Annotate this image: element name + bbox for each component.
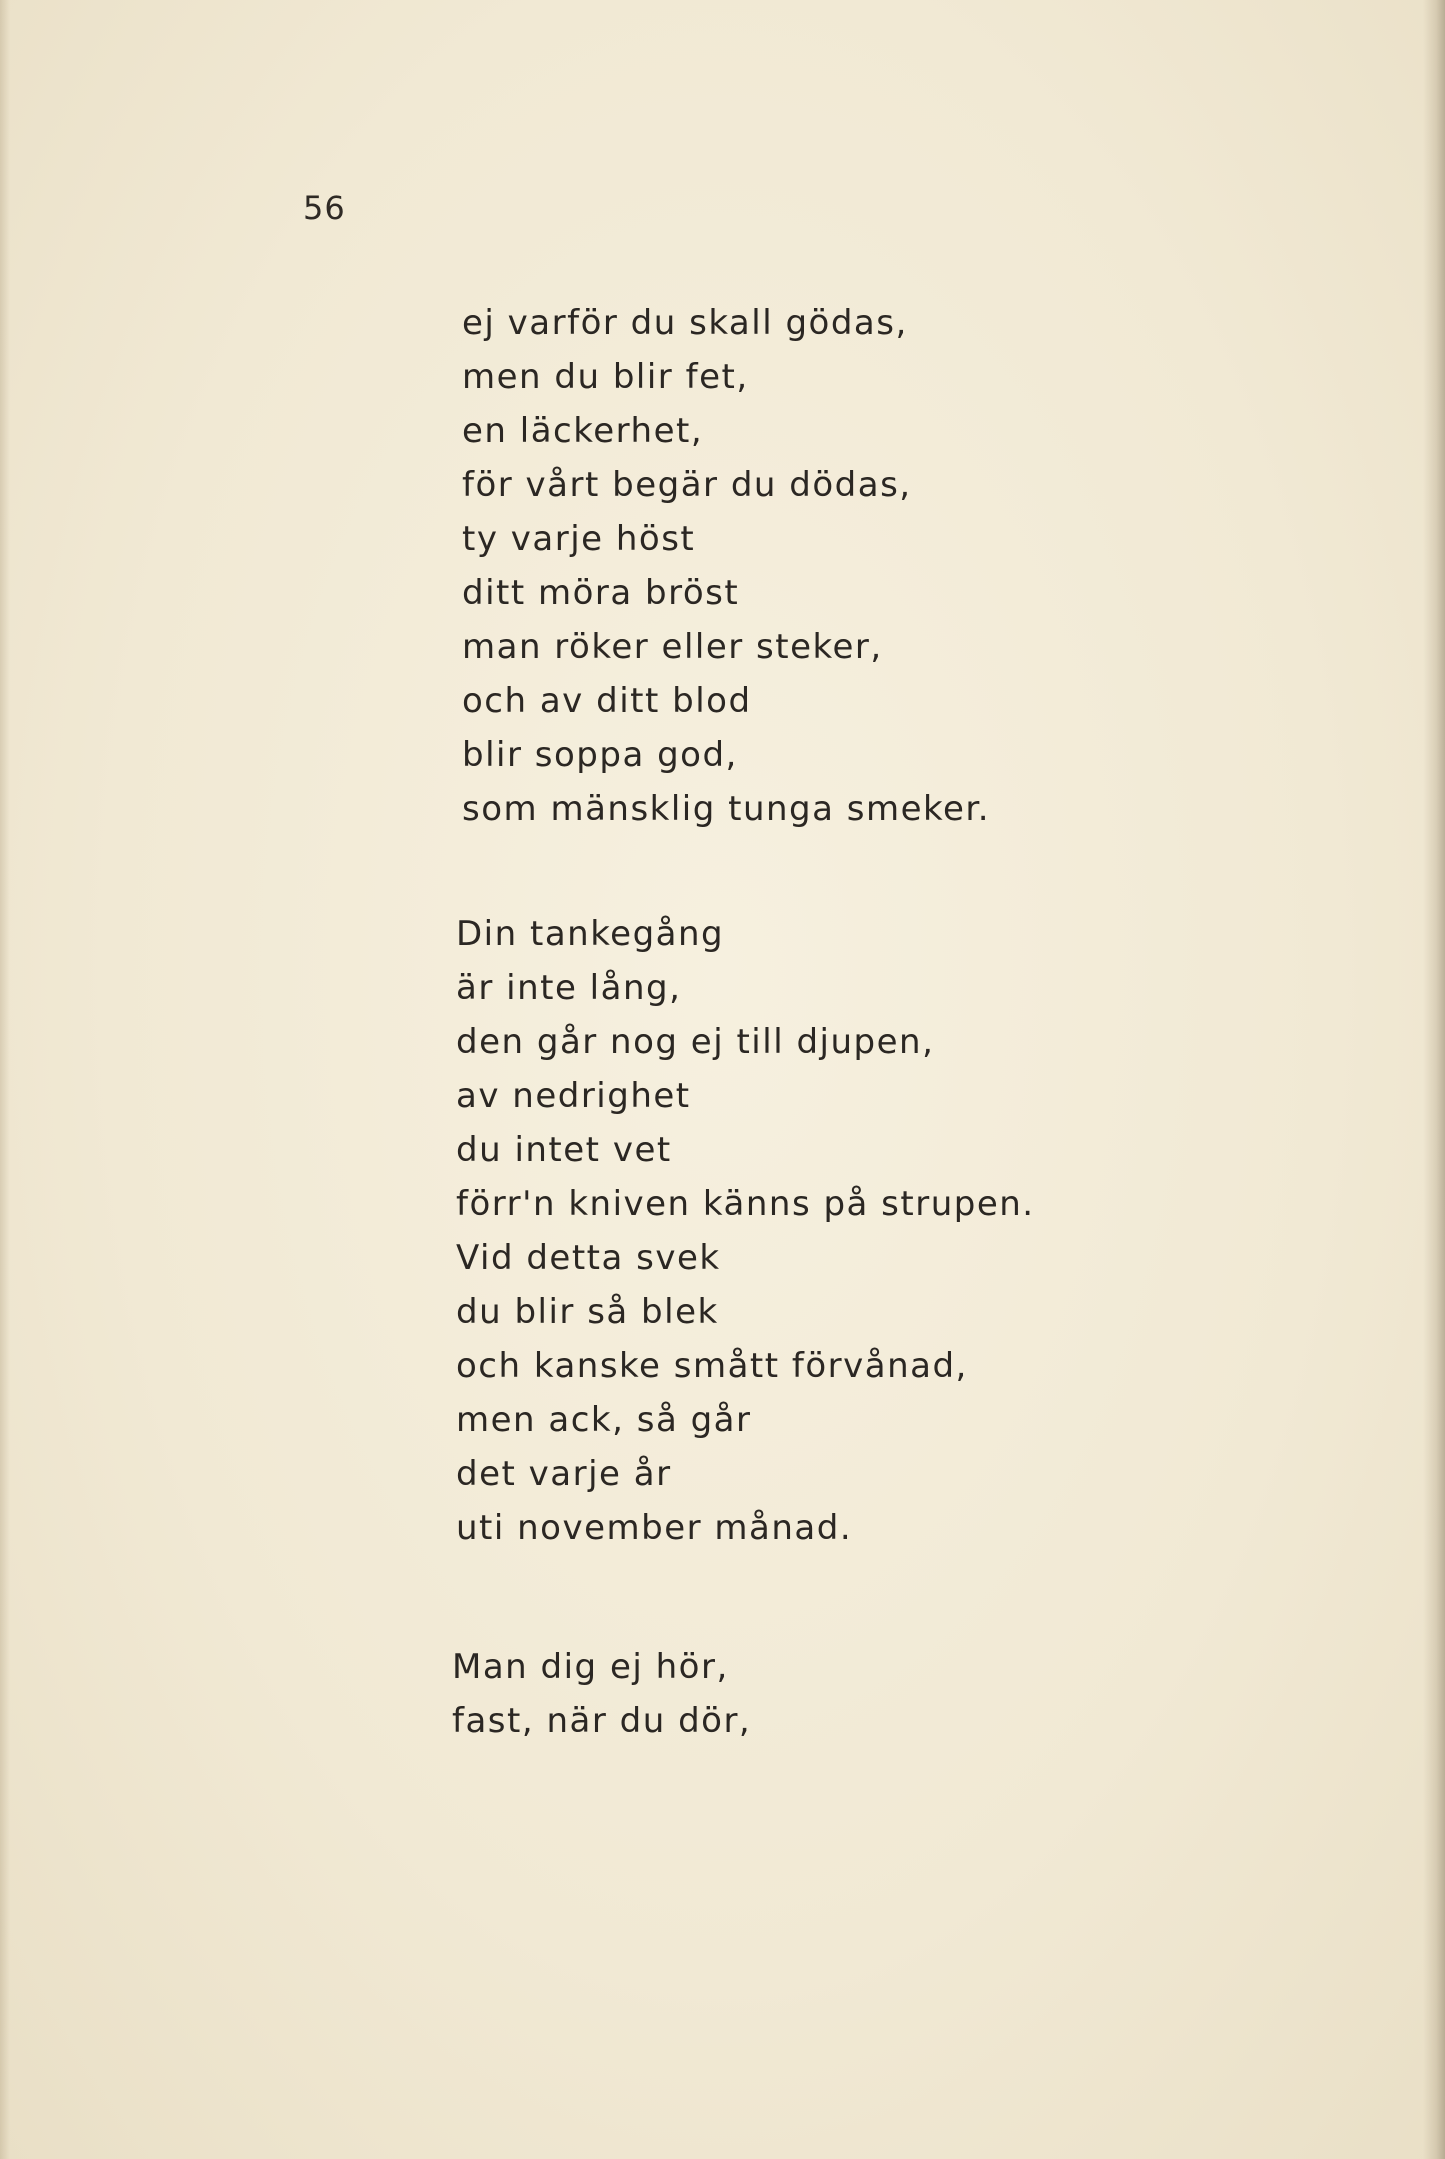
poem-line: av nedrighet xyxy=(456,1076,691,1116)
poem-line: ty varje höst xyxy=(462,519,696,559)
poem-line: Man dig ej hör, xyxy=(452,1647,729,1687)
poem-line: uti november månad. xyxy=(456,1508,853,1548)
poem-line: det varje år xyxy=(456,1454,672,1494)
poem-line: blir soppa god, xyxy=(462,735,738,775)
poem-line: och kanske smått förvånad, xyxy=(456,1346,968,1386)
stanza-2 xyxy=(456,907,1445,1555)
page-left-edge xyxy=(0,0,10,2159)
poem-line: är inte lång, xyxy=(456,968,682,1008)
poem-line: Din tankegång xyxy=(456,914,725,954)
poem-line: fast, när du dör, xyxy=(452,1701,752,1741)
poem-line: för vårt begär du dödas, xyxy=(462,465,912,505)
poem-line: förr'n kniven känns på strupen. xyxy=(456,1184,1035,1224)
poem-line: en läckerhet, xyxy=(462,411,704,451)
poem-line: Vid detta svek xyxy=(456,1238,721,1278)
poem-line: som mänsklig tunga smeker. xyxy=(462,789,991,829)
stanza-1 xyxy=(462,296,1445,836)
poem-line: men du blir fet, xyxy=(462,357,749,397)
poem-line: ej varför du skall gödas, xyxy=(462,303,908,343)
page-number: 56 xyxy=(303,189,346,227)
poem-line: den går nog ej till djupen, xyxy=(456,1022,935,1062)
poem-line: men ack, så går xyxy=(456,1400,752,1440)
poem-line: du intet vet xyxy=(456,1130,672,1170)
poem-line: du blir så blek xyxy=(456,1292,719,1332)
poem-line: och av ditt blod xyxy=(462,681,752,721)
stanza-3 xyxy=(452,1640,1445,1748)
poem-line: man röker eller steker, xyxy=(462,627,883,667)
poem-line: ditt möra bröst xyxy=(462,573,740,613)
